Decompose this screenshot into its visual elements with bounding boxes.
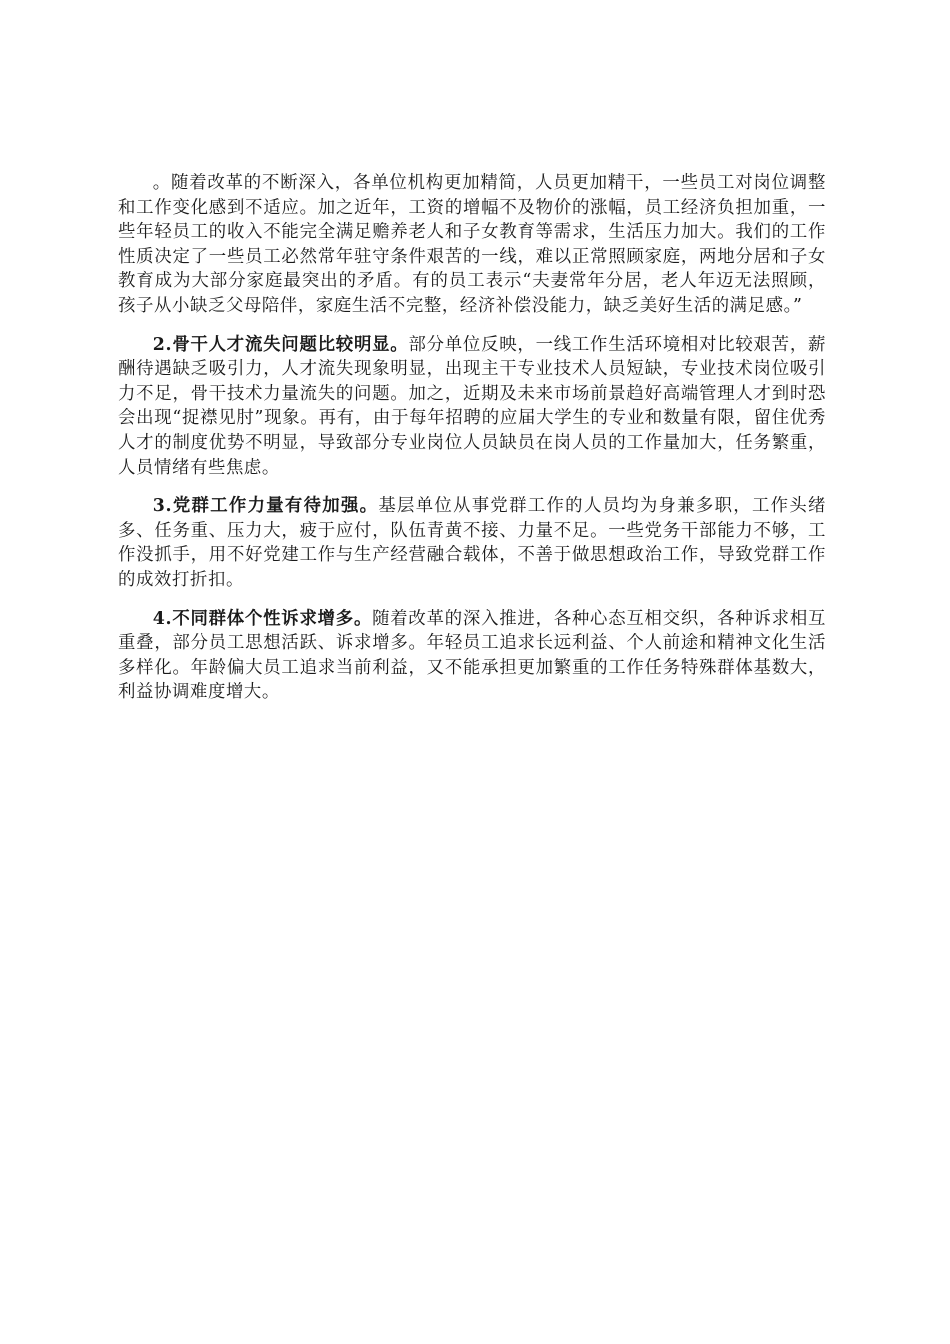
paragraph-2 xyxy=(118,333,826,481)
paragraph-3 xyxy=(118,494,826,592)
paragraph-2-text: 部分单位反映，一线工作生活环境相对比较艰苦，薪酬待遇缺乏吸引力，人才流失现象明显，出现主干专业技术人员短缺，专业技术岗位吸引力不足，骨干技术力量流失的问题。加之，近期及未来市场前景趋好高端管理人才到时恐会出现“捉襟见肘”现象。再有，由于每年招聘的应届大学生的专业和数量有限，留住优秀人才的制度优势不明显，导致部分专业岗位人员缺员在岗人员的工作量加大，任务繁重，人员情绪有些焦虑。 xyxy=(118,334,826,478)
paragraph-1 xyxy=(118,171,826,319)
paragraph-3-heading: 3.党群工作力量有待加强。 xyxy=(152,496,379,517)
paragraph-2-heading: 2.骨干人才流失问题比较明显。 xyxy=(152,334,409,355)
document-body xyxy=(118,171,826,719)
paragraph-4-text: 随着改革的深入推进，各种心态互相交织，各种诉求相互重叠，部分员工思想活跃、诉求增多。年轻员工追求长远利益、个人前途和精神文化生活多样化。年龄偏大员工追求当前利益，又不能承担更加繁重的工作任务特殊群体基数大，利益协调难度增大。 xyxy=(118,608,826,703)
paragraph-1-text: 。随着改革的不断深入，各单位机构更加精简，人员更加精干，一些员工对岗位调整和工作变化感到不适应。加之近年，工资的增幅不及物价的涨幅，员工经济负担加重，一些年轻员工的收入不能完全满足赡养老人和子女教育等需求，生活压力加大。我们的工作性质决定了一些员工必然常年驻守条件艰苦的一线，难以正常照顾家庭，两地分居和子女教育成为大部分家庭最突出的矛盾。有的员工表示“夫妻常年分居，老人年迈无法照顾，孩子从小缺乏父母陪伴，家庭生活不完整，经济补偿没能力，缺乏美好生活的满足感。” xyxy=(118,173,826,316)
paragraph-4 xyxy=(118,607,826,705)
paragraph-3-text: 基层单位从事党群工作的人员均为身兼多职，工作头绪多、任务重、压力大，疲于应付，队伍青黄不接、力量不足。一些党务干部能力不够，工作没抓手，用不好党建工作与生产经营融合载体，不善于做思想政治工作，导致党群工作的成效打折扣。 xyxy=(118,496,826,590)
paragraph-4-heading: 4.不同群体个性诉求增多。 xyxy=(152,608,373,629)
